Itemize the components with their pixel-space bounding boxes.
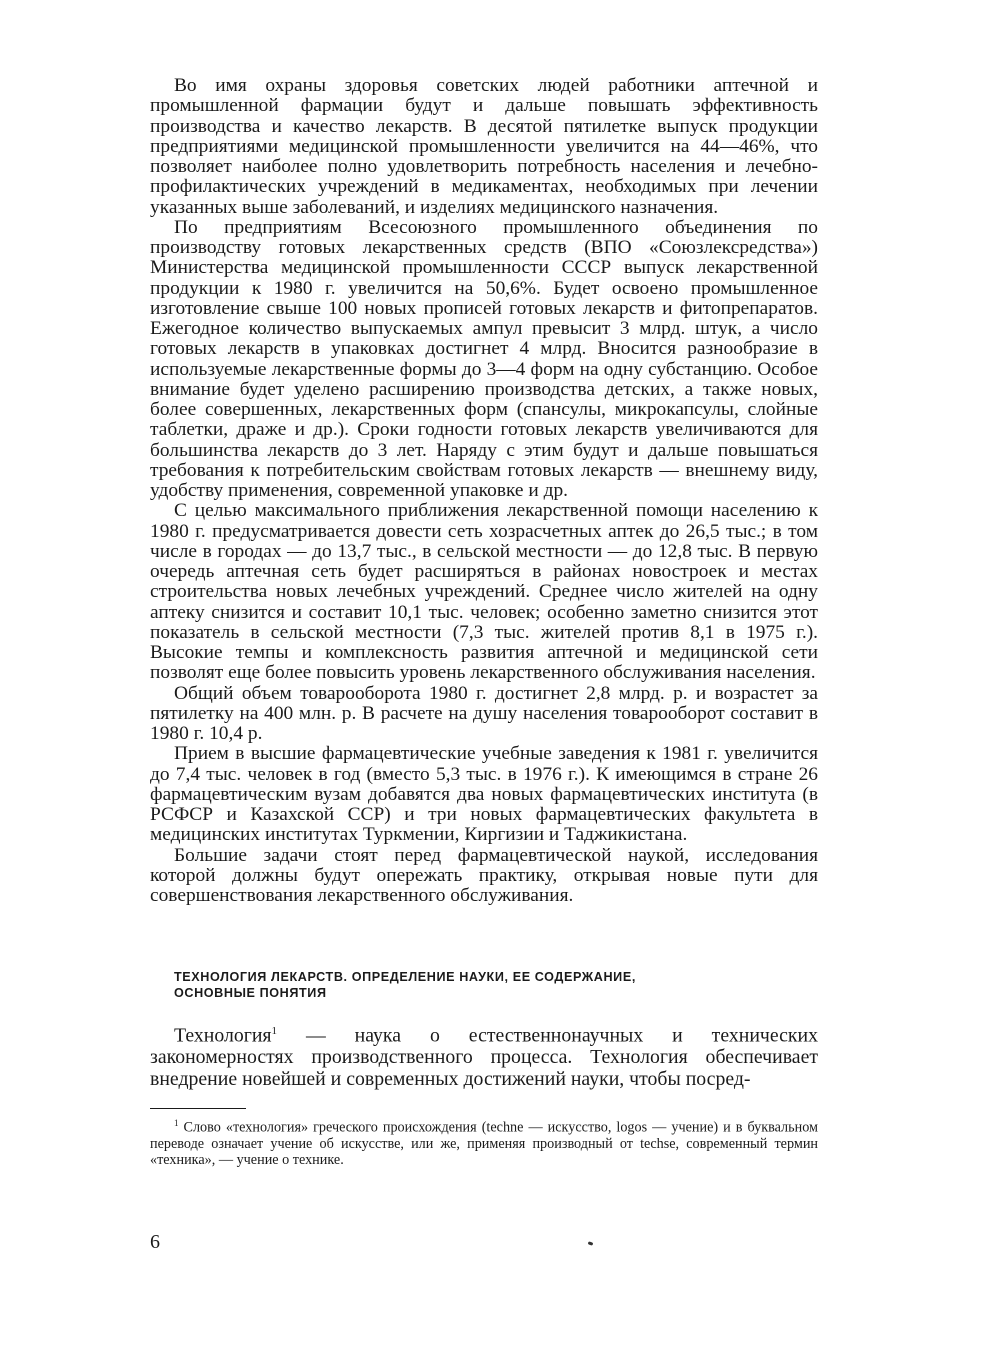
- paragraph-6: Большие задачи стоят перед фармацевтической наукой, исследования которой должны будут опережать практику, открывая новые пути для совершенствования лекарственного обслуживания.: [150, 844, 818, 906]
- term-technology: Технология: [174, 1024, 272, 1047]
- paragraph-1: Во имя охраны здоровья советских людей работники аптечной и промышленной фармации будут и дальше повышать эффективность производства и качество лекарств. В десятой пятилетке выпуск продукции предприятиями медицинской промышленности увеличится на 44—46%, что позволяет наиболее полно удовлетворить потребность населения и лечебно-профилактических учреждений в медикаментах, необходимых при лечении указанных выше заболеваний, и изделиях медицинского назначения.: [150, 75, 818, 218]
- footnote-text: Слово «технология» греческого происхождения (techne — искусство, logos — учение) и в буквальном переводе означает учение об искусстве, или же, применяя производный от techse, современный термин «техника», — учение о технике.: [150, 1120, 818, 1169]
- section-heading: [174, 969, 818, 1001]
- section-heading-line-1: ТЕХНОЛОГИЯ ЛЕКАРСТВ. ОПРЕДЕЛЕНИЕ НАУКИ, ЕЕ СОДЕРЖАНИЕ,: [174, 970, 636, 985]
- footnote-reference: 1: [271, 1025, 278, 1038]
- paragraph-3: С целью максимального приближения лекарственной помощи населению к 1980 г. предусматривается довести сеть хозрасчетных аптек до 26,5 тыс.; в том числе в городах — до 13,7 тыс., в сельской местности — до 12,8 тыс. В первую очередь аптечная сеть будет расширяться в районах новостроек и местах строительства новых лечебных учреждений. Среднее число жителей на одну аптеку снизится и составит 10,1 тыс. человек; особенно заметно снизится этот показатель в сельской местности (7,3 тыс. жителей против 8,1 в 1975 г.). Высокие темпы и комплексность развития аптечной и медицинской сети позволят еще более повысить уровень лекарственного обслуживания населения.: [150, 500, 818, 684]
- footnote-mark: 1: [174, 1118, 179, 1129]
- print-speck: [588, 1241, 594, 1246]
- section-heading-line-2: ОСНОВНЫЕ ПОНЯТИЯ: [174, 986, 327, 1001]
- page-number: 6: [150, 1231, 160, 1253]
- footnote: [150, 1115, 818, 1168]
- section-intro-paragraph: [150, 1021, 818, 1090]
- footnote-divider: [150, 1108, 246, 1109]
- paragraph-5: Прием в высшие фармацевтические учебные заведения к 1981 г. увеличится до 7,4 тыс. человек в год (вместо 5,3 тыс. в 1976 г.). К имеющимся в стране 26 фармацевтическим вузам добавятся два новых фармацевтических института (в РСФСР и Казахской ССР) и три новых фармацевтических факультета в медицинских институтах Туркмении, Киргизии и Таджикистана.: [150, 743, 818, 846]
- paragraph-4: Общий объем товарооборота 1980 г. достигнет 2,8 млрд. р. и возрастет за пятилетку на 400 млн. р. В расчете на душу населения товарооборот составит в 1980 г. 10,4 р.: [150, 682, 818, 744]
- paragraph-2: По предприятиям Всесоюзного промышленного объединения по производству готовых лекарственных средств (ВПО «Союзлексредства») Министерства медицинской промышленности СССР выпуск лекарственной продукции к 1980 г. увеличится на 50,6%. Будет освоено промышленное изготовление свыше 100 новых прописей готовых лекарств и фитопрепаратов. Ежегодное количество выпускаемых ампул превысит 3 млрд. штук, а число готовых лекарств в упаковках достигнет 4 млрд. Вносится разнообразие в используемые лекарственные формы до 3—4 форм на одну субстанцию. Особое внимание будет уделено расширению производства детских, а также новых, более совершенных, лекарственных форм (спансулы, микрокапсулы, слойные таблетки, драже и др.). Сроки годности готовых лекарств увеличиваются для большинства лекарств до 3 лет. Наряду с этим будут и дальше повышаться требования к потребительским свойствам готовых лекарств — внешнему виду, удобству применения, современной упаковке и др.: [150, 216, 818, 501]
- section-intro-text: — наука о естественнонаучных и технических закономерностях производственного процесса. Технология обеспечивает внедрение новейшей и современных достижений науки, чтобы посред-: [150, 1024, 818, 1090]
- page-content: [150, 76, 818, 1168]
